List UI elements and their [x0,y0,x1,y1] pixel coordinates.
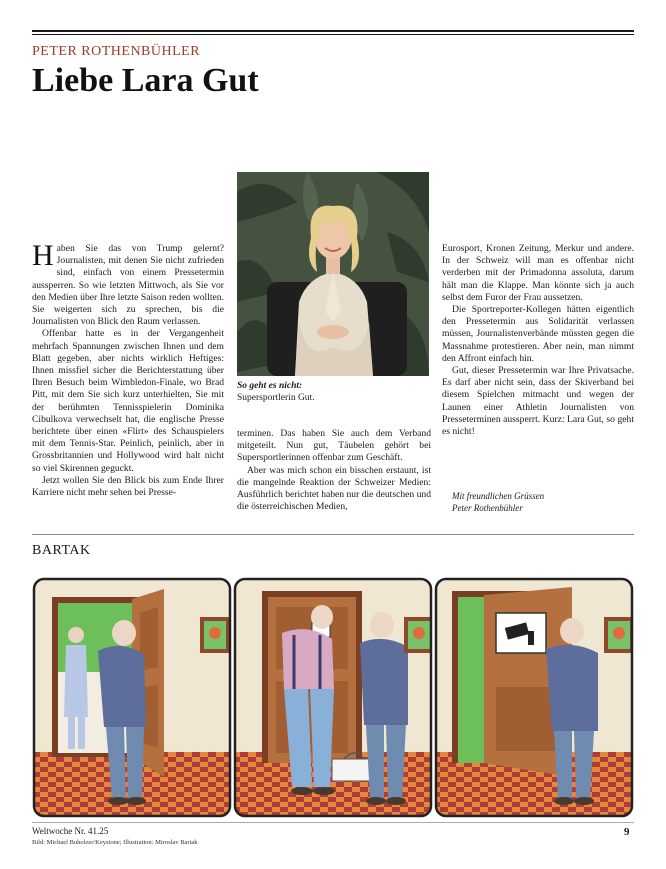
paragraph: terminen. Das haben Sie auch dem Verband mitgeteilt. Nun gut, Täubelen gehört bei Supersportlerinnen offenbar zum Geschäft. [237,428,431,464]
caption-bold: So geht es nicht: [237,381,303,391]
section-rule [32,534,634,535]
author-name: PETER ROTHENBÜHLER [32,44,201,59]
footer-rule [32,822,634,823]
cartoon-panel-3 [436,577,634,818]
page-number: 9 [624,826,630,838]
paragraph: Jetzt wollen Sie den Blick bis zum Ende Ihrer Karriere nicht mehr sehen bei Presse- [32,474,224,499]
cartoon-strip [32,577,634,818]
cartoon-panel-2 [235,577,435,818]
article-column-3 [442,243,634,438]
paragraph: Offenbar hatte es in der Vergangenheit mehrfach Spannungen zwischen Ihnen und dem Blatt gegeben, aber nichts wirklich Heftiges: Ihnen missfiel sicher die Berichterstattung über Ihren Besuch beim Wimbledon-Finale, wo Brad Pitt, mit dem Sie sich kurz unterhielten, Sie mit der berühmten Tennisspielerin Dominika Cibulkova verwechselt hat, die englische Presse berichtete über einen «Flirt» des Schauspielers mit dem Tennis-Star. Peinlich, peinlich, aber in Grossbritannien und Hollywood wird halt nicht so viel Skirennen geguckt. [32,328,224,474]
cartoon-title: BARTAK [32,543,91,558]
paragraph: Eurosport, Kronen Zeitung, Merkur und andere. In der Schweiz will man es offenbar nicht verderben mit der Primadonna assoluta, darum hält man die Klappe. Man könnte sich ja auch selbst dem Furor der Frau aussetzen. [442,243,634,303]
paragraph: Gut, dieser Pressetermin war Ihre Privatsache. Es darf aber nicht sein, dass der Skiverband bei diesem Spielchen mitmacht und wegen der Launen einer Athletin Journalisten von Presseterminen aussperrt. Kurz: Lara Gut, so geht es nicht! [442,365,634,438]
footer-issue: Weltwoche Nr. 41.25 [32,826,109,836]
article-column-1 [32,239,224,499]
drop-cap: H [32,239,54,272]
top-rule-thin [32,34,634,35]
paragraph [32,239,224,328]
paragraph: Die Sportreporter-Kollegen hätten eigentlich den Pressetermin aus Solidarität verlassen müssen, Journalistenverbände müssten gegen die Massnahme protestieren. Aber nein, man nimmt den Affront einfach hin. [442,304,634,364]
paragraph-text: aben Sie das von Trump gelernt? Journalisten, mit denen Sie nicht zufrieden sind, einfach von einem Pressetermin aussperren. So wie letzten Mittwoch, als Sie vor den Medien über Ihre letzte Saison reden wollten. Sie weigerten sich zu sprechen, bis die Journalisten von Blick den Raum verlassen. [32,243,224,328]
article-title: Liebe Lara Gut [32,62,259,99]
footer-credit: Bild: Michael Buholzer/Keystone; Illustration: Miroslav Bartak [32,839,198,846]
top-rule [32,30,634,32]
portrait-photo [237,172,429,376]
signoff-author: Peter Rothenbühler [452,503,523,513]
signoff-greeting: Mit freundlichen Grüssen [452,491,545,501]
photo-caption [237,380,437,404]
article-column-2 [237,428,431,513]
paragraph: Aber was mich schon ein bisschen erstaunt, ist die mangelnde Reaktion der Schweizer Medien: Ausführlich berichtet haben nur die deutschen und die österreichischen Medien, [237,464,431,513]
cartoon-panel-1 [32,577,232,818]
caption-text: Supersportlerin Gut. [237,393,315,403]
signoff [452,490,544,514]
